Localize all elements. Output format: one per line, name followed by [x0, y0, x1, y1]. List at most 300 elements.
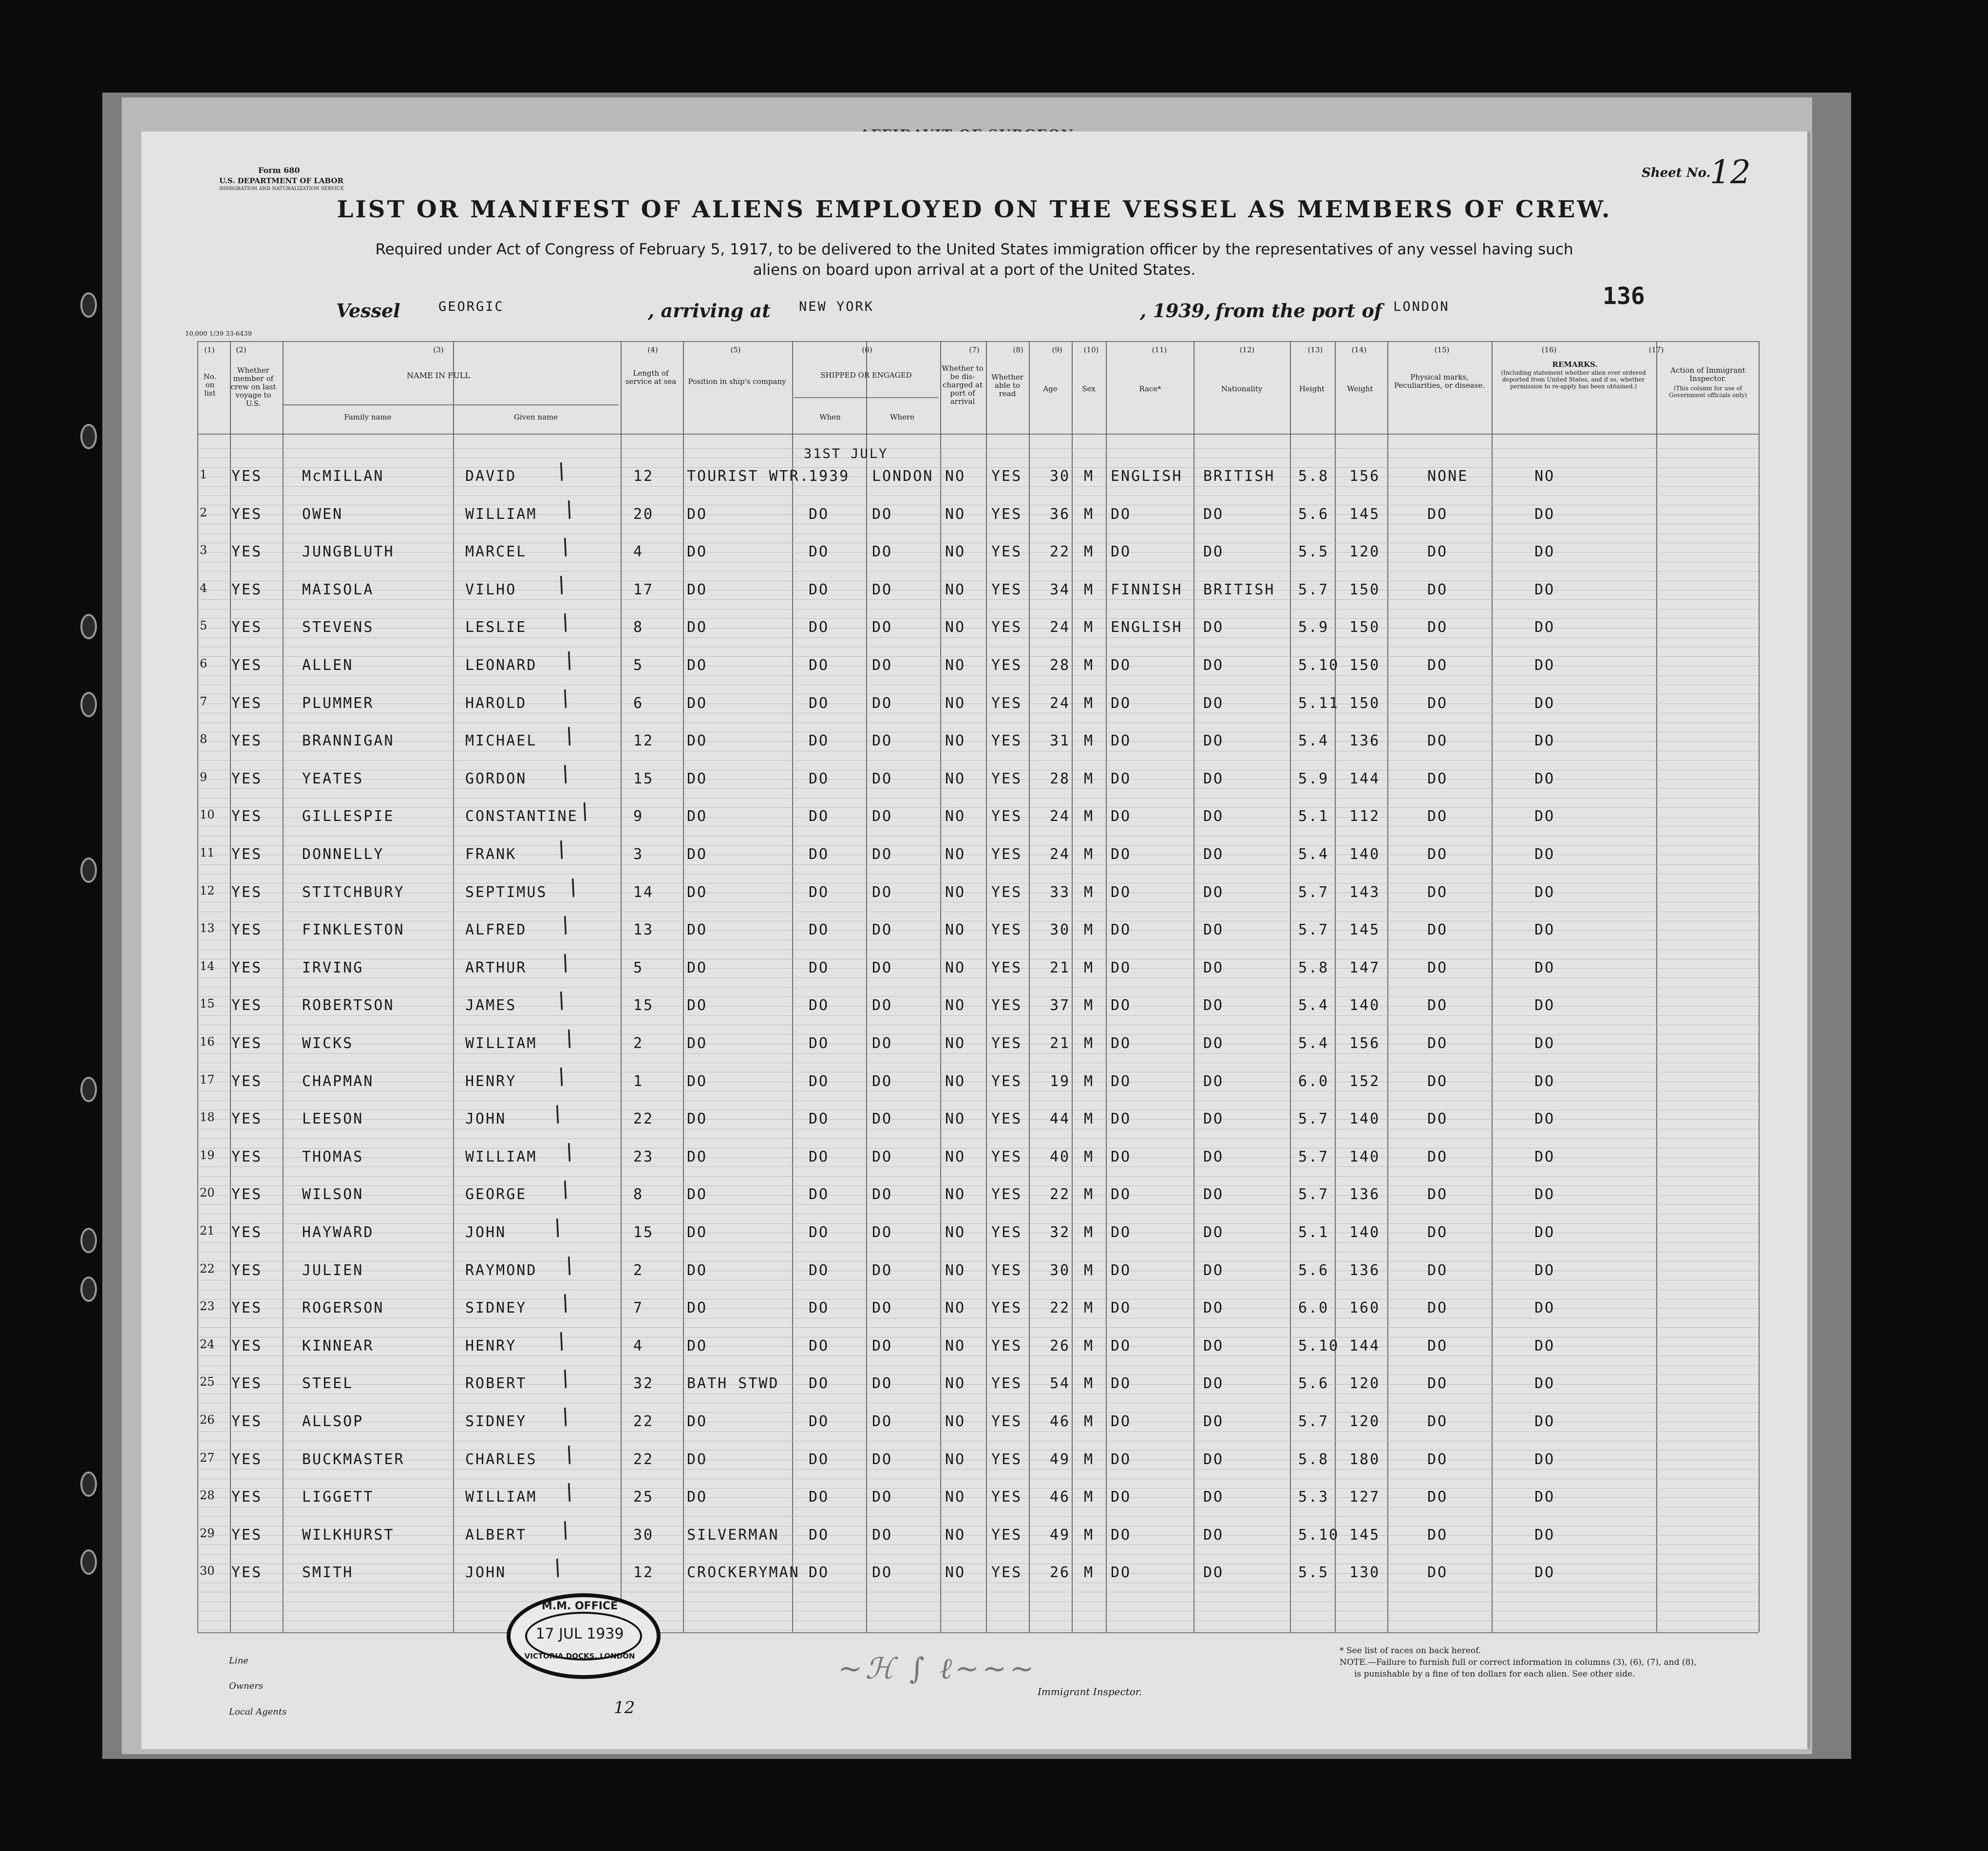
cell-position: DO: [687, 1450, 708, 1468]
cell-position: DO: [687, 1337, 708, 1355]
cell-where: DO: [872, 581, 893, 598]
cell-service: 22: [633, 1450, 654, 1468]
col-num-9: (9): [1052, 345, 1062, 354]
cell-position: DO: [687, 1186, 708, 1203]
cell-service: 7: [633, 1299, 644, 1317]
races-note: * See list of races on back hereof.: [1340, 1646, 1481, 1656]
cell-family: DONNELLY: [302, 846, 384, 863]
cell-discharged: NO: [945, 1450, 966, 1468]
cell-position: DO: [687, 1261, 708, 1279]
cell-height: 5.7: [1298, 1148, 1329, 1165]
ruled-line: [197, 798, 1759, 799]
cell-nationality: BRITISH: [1203, 581, 1275, 598]
binder-hole: [80, 692, 97, 717]
col-height: Height: [1299, 384, 1325, 393]
col-num-7: (7): [969, 345, 980, 354]
column-divider: [1106, 341, 1107, 1632]
cell-when: DO: [809, 921, 830, 939]
cell-discharged: NO: [945, 1186, 966, 1203]
cell-prev: YES: [231, 581, 263, 598]
cell-age: 28: [1050, 657, 1071, 674]
cell-given: SEPTIMUS: [465, 883, 548, 901]
cell-service: 12: [633, 732, 654, 750]
inspector-label: Immigrant Inspector.: [1038, 1686, 1142, 1698]
binder-hole: [80, 424, 97, 449]
cell-when: 1939: [809, 468, 850, 485]
cell-age: 22: [1050, 543, 1071, 561]
cell-family: WILKHURST: [302, 1526, 395, 1544]
shipped-date-header: 31ST JULY: [804, 446, 889, 461]
cell-where: DO: [872, 1299, 893, 1317]
arrival-port: NEW YORK: [799, 299, 874, 314]
cell-when: DO: [809, 1337, 830, 1355]
cell-prev: YES: [231, 1526, 263, 1544]
cell-read: YES: [991, 1148, 1022, 1165]
cell-age: 24: [1050, 808, 1071, 825]
cell-no: 14: [200, 959, 215, 973]
cell-marks: NONE: [1427, 468, 1469, 485]
cell-prev: YES: [231, 694, 263, 712]
cell-prev: YES: [231, 959, 263, 976]
col-num-17: (17): [1648, 345, 1664, 354]
cell-race: DO: [1111, 505, 1132, 523]
cell-sex: M: [1084, 1072, 1095, 1090]
handwritten-check-mark: /: [557, 912, 573, 938]
cell-service: 15: [633, 1224, 654, 1241]
cell-remarks: DO: [1534, 581, 1555, 598]
cell-read: YES: [991, 1261, 1022, 1279]
ruled-line: [197, 1176, 1759, 1177]
cell-position: DO: [687, 1148, 708, 1165]
cell-position: DO: [687, 921, 708, 939]
cell-marks: DO: [1427, 1413, 1448, 1430]
cell-where: DO: [872, 1110, 893, 1128]
cell-discharged: NO: [945, 657, 966, 674]
cell-race: DO: [1111, 1035, 1132, 1052]
cell-race: DO: [1111, 1299, 1132, 1317]
ruled-line: [197, 571, 1759, 572]
cell-marks: DO: [1427, 505, 1448, 523]
cell-sex: M: [1084, 1413, 1095, 1430]
cell-prev: YES: [231, 1148, 263, 1165]
cell-when: DO: [809, 1299, 830, 1317]
cell-given: ROBERT: [465, 1375, 527, 1393]
cell-service: 9: [633, 808, 644, 825]
cell-prev: YES: [231, 657, 263, 674]
cell-position: SILVERMAN: [687, 1526, 779, 1544]
cell-remarks: DO: [1534, 1224, 1555, 1241]
cell-sex: M: [1084, 1450, 1095, 1468]
cell-prev: YES: [231, 997, 263, 1014]
cell-read: YES: [991, 1110, 1022, 1128]
handwritten-check-mark: /: [561, 1441, 577, 1468]
cell-race: DO: [1111, 1450, 1132, 1468]
cell-prev: YES: [231, 1110, 263, 1128]
ruled-line: [197, 987, 1759, 988]
cell-nationality: DO: [1203, 770, 1224, 787]
col-list-number: No. on list: [203, 372, 217, 398]
cell-position: DO: [687, 1224, 708, 1241]
cell-weight: 136: [1349, 1261, 1381, 1279]
cell-sex: M: [1084, 997, 1095, 1014]
table-row: [141, 1101, 1807, 1135]
cell-height: 5.9: [1298, 619, 1329, 636]
table-row: [141, 950, 1807, 984]
cell-age: 49: [1050, 1450, 1071, 1468]
cell-read: YES: [991, 1072, 1022, 1090]
cell-when: DO: [809, 1110, 830, 1128]
cell-height: 5.6: [1298, 505, 1329, 523]
cell-where: DO: [872, 846, 893, 863]
col-num-6: (6): [862, 345, 872, 354]
cell-height: 6.0: [1298, 1299, 1329, 1317]
cell-sex: M: [1084, 657, 1095, 674]
cell-age: 26: [1050, 1337, 1071, 1355]
cell-nationality: BRITISH: [1203, 468, 1275, 485]
table-row: [141, 1404, 1807, 1437]
cell-weight: 150: [1349, 657, 1381, 674]
col-num-8: (8): [1013, 345, 1023, 354]
table-row: [141, 761, 1807, 795]
binder-hole: [80, 292, 97, 318]
cell-when: DO: [809, 1261, 830, 1279]
cell-height: 5.10: [1298, 1526, 1340, 1544]
col-num-13: (13): [1307, 345, 1323, 354]
cell-weight: 136: [1349, 1186, 1381, 1203]
local-agents-label: Local Agents: [229, 1707, 287, 1717]
cell-when: DO: [809, 808, 830, 825]
cell-weight: 143: [1349, 883, 1381, 901]
cell-height: 5.10: [1298, 657, 1340, 674]
cell-race: DO: [1111, 1186, 1132, 1203]
binder-hole: [80, 1277, 97, 1302]
col-num-16: (16): [1541, 345, 1557, 354]
cell-no: 2: [200, 505, 208, 519]
cell-nationality: DO: [1203, 997, 1224, 1014]
col-shipped-engaged: SHIPPED OR ENGAGED: [820, 371, 912, 380]
cell-read: YES: [991, 1299, 1022, 1317]
table-row: [141, 1290, 1807, 1324]
cell-height: 5.7: [1298, 883, 1329, 901]
cell-where: DO: [872, 657, 893, 674]
cell-no: 19: [200, 1148, 215, 1162]
cell-family: OWEN: [302, 505, 343, 523]
col-previous-voyage: Whether member of crew on last voyage to U.S.: [230, 366, 276, 408]
table-row: [141, 1215, 1807, 1248]
cell-nationality: DO: [1203, 921, 1224, 939]
cell-prev: YES: [231, 921, 263, 939]
cell-age: 37: [1050, 997, 1071, 1014]
cell-discharged: NO: [945, 1261, 966, 1279]
handwritten-check-mark: /: [557, 1290, 573, 1317]
cell-remarks: DO: [1534, 1261, 1555, 1279]
cell-given: LESLIE: [465, 619, 527, 636]
service-label: IMMIGRATION AND NATURALIZATION SERVICE: [219, 186, 344, 191]
cell-height: 5.7: [1298, 1110, 1329, 1128]
cell-no: 1: [200, 468, 208, 481]
cell-read: YES: [991, 581, 1022, 598]
col-name-in-full: NAME IN FULL: [407, 371, 470, 380]
cell-family: STITCHBURY: [302, 883, 405, 901]
table-row: [141, 1177, 1807, 1210]
cell-discharged: NO: [945, 1148, 966, 1165]
cell-marks: DO: [1427, 1450, 1448, 1468]
cell-service: 5: [633, 959, 644, 976]
cell-service: 8: [633, 1186, 644, 1203]
cell-race: FINNISH: [1111, 581, 1183, 598]
cell-family: GILLESPIE: [302, 808, 395, 825]
cell-marks: DO: [1427, 1148, 1448, 1165]
cell-sex: M: [1084, 959, 1095, 976]
cell-no: 7: [200, 694, 208, 708]
stamp-place: VICTORIA DOCKS, LONDON: [524, 1652, 635, 1660]
cell-race: DO: [1111, 808, 1132, 825]
cell-when: DO: [809, 657, 830, 674]
cell-given: WILLIAM: [465, 1148, 537, 1165]
handwritten-check-mark: /: [553, 458, 569, 484]
cell-when: DO: [809, 1186, 830, 1203]
handwritten-check-mark: /: [553, 837, 569, 862]
cell-height: 5.7: [1298, 581, 1329, 598]
cell-when: DO: [809, 1375, 830, 1393]
cell-read: YES: [991, 1413, 1022, 1430]
cell-age: 30: [1050, 468, 1071, 485]
cell-prev: YES: [231, 1224, 263, 1241]
cell-nationality: DO: [1203, 1110, 1224, 1128]
sheet-label: Sheet No.: [1642, 166, 1711, 180]
cell-nationality: DO: [1203, 1488, 1224, 1506]
cell-read: YES: [991, 770, 1022, 787]
cell-family: WILSON: [302, 1186, 364, 1203]
col-num-14: (14): [1351, 345, 1367, 354]
cell-discharged: NO: [945, 883, 966, 901]
col-given-name: Given name: [513, 413, 558, 421]
cell-service: 12: [633, 468, 654, 485]
col-num-12: (12): [1239, 345, 1255, 354]
cell-read: YES: [991, 732, 1022, 750]
cell-weight: 156: [1349, 1035, 1381, 1052]
cell-age: 46: [1050, 1488, 1071, 1506]
cell-family: ROBERTSON: [302, 997, 395, 1014]
table-row: [141, 458, 1807, 492]
cell-weight: 145: [1349, 505, 1381, 523]
print-code: 10,000 1/39 33-6439: [185, 330, 252, 338]
cell-remarks: DO: [1534, 1110, 1555, 1128]
cell-discharged: NO: [945, 1299, 966, 1317]
col-num-5: (5): [730, 345, 741, 354]
cell-sex: M: [1084, 1526, 1095, 1544]
handwritten-check-mark: /: [577, 799, 593, 825]
cell-marks: DO: [1427, 921, 1448, 939]
cell-where: DO: [872, 1072, 893, 1090]
col-inspector-note: (This column for use of Government officials only): [1668, 385, 1747, 399]
cell-read: YES: [991, 468, 1022, 485]
cell-discharged: NO: [945, 1564, 966, 1582]
cell-family: JUNGBLUTH: [302, 543, 395, 561]
cell-when: DO: [809, 694, 830, 712]
cell-age: 34: [1050, 581, 1071, 598]
cell-age: 24: [1050, 619, 1071, 636]
cell-when: DO: [809, 770, 830, 787]
cell-prev: YES: [231, 1375, 263, 1393]
cell-sex: M: [1084, 1299, 1095, 1317]
cell-nationality: DO: [1203, 1035, 1224, 1052]
table-row: [141, 1366, 1807, 1399]
cell-no: 28: [200, 1488, 215, 1503]
ruled-line: [197, 949, 1759, 950]
cell-discharged: NO: [945, 1488, 966, 1506]
handwritten-check-mark: /: [561, 723, 577, 749]
cell-weight: 136: [1349, 732, 1381, 750]
cell-sex: M: [1084, 808, 1095, 825]
arriving-label: , arriving at: [648, 300, 771, 322]
inspector-signature: ~ℋ ∫ ℓ~~~: [838, 1652, 1037, 1686]
cell-position: DO: [687, 883, 708, 901]
cell-when: DO: [809, 505, 830, 523]
cell-position: BATH STWD: [687, 1375, 779, 1393]
table-row: [141, 1441, 1807, 1475]
cell-position: DO: [687, 657, 708, 674]
cell-height: 5.8: [1298, 468, 1329, 485]
cell-no: 26: [200, 1413, 215, 1427]
ruled-line: [197, 609, 1759, 610]
cell-prev: YES: [231, 1337, 263, 1355]
cell-marks: DO: [1427, 1072, 1448, 1090]
ruled-line: [197, 1554, 1759, 1555]
cell-discharged: NO: [945, 1375, 966, 1393]
cell-marks: DO: [1427, 1224, 1448, 1241]
cell-remarks: DO: [1534, 997, 1555, 1014]
table-row: [141, 648, 1807, 681]
cell-nationality: DO: [1203, 1526, 1224, 1544]
cell-sex: M: [1084, 1488, 1095, 1506]
cell-family: THOMAS: [302, 1148, 364, 1165]
cell-discharged: NO: [945, 1072, 966, 1090]
table-header-bottom-border: [197, 434, 1759, 435]
cell-where: DO: [872, 921, 893, 939]
cell-read: YES: [991, 883, 1022, 901]
cell-prev: YES: [231, 770, 263, 787]
departure-port: LONDON: [1393, 299, 1450, 314]
binder-hole: [80, 1549, 97, 1575]
cell-remarks: DO: [1534, 808, 1555, 825]
cell-position: DO: [687, 959, 708, 976]
cell-discharged: NO: [945, 543, 966, 561]
cell-weight: 140: [1349, 846, 1381, 863]
cell-remarks: DO: [1534, 1375, 1555, 1393]
cell-weight: 145: [1349, 921, 1381, 939]
cell-given: SIDNEY: [465, 1413, 527, 1430]
handwritten-check-mark: /: [561, 1026, 577, 1051]
cell-age: 40: [1050, 1148, 1071, 1165]
cell-age: 22: [1050, 1186, 1071, 1203]
cell-where: DO: [872, 505, 893, 523]
cell-position: DO: [687, 997, 708, 1014]
cell-family: YEATES: [302, 770, 364, 787]
cell-when: DO: [809, 997, 830, 1014]
column-divider: [940, 341, 941, 1632]
cell-weight: 140: [1349, 1110, 1381, 1128]
cell-sex: M: [1084, 883, 1095, 901]
cell-given: JAMES: [465, 997, 517, 1014]
cell-height: 5.4: [1298, 846, 1329, 863]
cell-nationality: DO: [1203, 1375, 1224, 1393]
cell-position: DO: [687, 1110, 708, 1128]
cell-marks: DO: [1427, 581, 1448, 598]
cell-height: 5.5: [1298, 1564, 1329, 1582]
cell-height: 5.7: [1298, 1413, 1329, 1430]
cell-service: 1: [633, 1072, 644, 1090]
cell-prev: YES: [231, 1261, 263, 1279]
cell-no: 10: [200, 808, 215, 822]
cell-discharged: NO: [945, 1337, 966, 1355]
table-row: [141, 1328, 1807, 1362]
cell-age: 21: [1050, 1035, 1071, 1052]
name-subheader-line: [283, 404, 619, 405]
cell-sex: M: [1084, 581, 1095, 598]
cell-weight: 160: [1349, 1299, 1381, 1317]
cell-marks: DO: [1427, 808, 1448, 825]
subtitle-line-2: aliens on board upon arrival at a port of the United States.: [753, 261, 1196, 279]
table-row: [141, 874, 1807, 908]
cell-position: DO: [687, 846, 708, 863]
cell-no: 23: [200, 1299, 215, 1314]
cell-prev: YES: [231, 505, 263, 523]
cell-position: DO: [687, 619, 708, 636]
cell-where: DO: [872, 959, 893, 976]
cell-no: 20: [200, 1186, 215, 1200]
cell-discharged: NO: [945, 505, 966, 523]
cell-given: ARTHUR: [465, 959, 527, 976]
cell-weight: 120: [1349, 1375, 1381, 1393]
column-divider: [866, 341, 867, 1632]
cell-prev: YES: [231, 468, 263, 485]
table-row: [141, 1555, 1807, 1588]
cell-where: DO: [872, 1375, 893, 1393]
cell-weight: 147: [1349, 959, 1381, 976]
cell-service: 12: [633, 1564, 654, 1582]
cell-where: DO: [872, 1450, 893, 1468]
cell-read: YES: [991, 1337, 1022, 1355]
penalty-note-line-2: is punishable by a fine of ten dollars for each alien. See other side.: [1354, 1669, 1635, 1679]
cell-where: DO: [872, 770, 893, 787]
col-num-15: (15): [1434, 345, 1450, 354]
cell-remarks: DO: [1534, 505, 1555, 523]
cell-discharged: NO: [945, 1035, 966, 1052]
cell-where: DO: [872, 1526, 893, 1544]
cell-service: 25: [633, 1488, 654, 1506]
cell-prev: YES: [231, 1564, 263, 1582]
cell-weight: 140: [1349, 1148, 1381, 1165]
col-sex: Sex: [1082, 384, 1096, 393]
cell-race: DO: [1111, 1224, 1132, 1241]
cell-read: YES: [991, 1488, 1022, 1506]
cell-position: DO: [687, 1035, 708, 1052]
cell-discharged: NO: [945, 846, 966, 863]
cell-given: GEORGE: [465, 1186, 527, 1203]
cell-height: 5.8: [1298, 959, 1329, 976]
col-age: Age: [1043, 384, 1058, 393]
cell-family: JULIEN: [302, 1261, 364, 1279]
cell-when: DO: [809, 1526, 830, 1544]
cell-given: FRANK: [465, 846, 517, 863]
handwritten-check-mark: /: [561, 648, 577, 673]
cell-family: IRVING: [302, 959, 364, 976]
cell-read: YES: [991, 543, 1022, 561]
column-divider: [1290, 341, 1291, 1632]
cell-discharged: NO: [945, 921, 966, 939]
cell-remarks: DO: [1534, 1413, 1555, 1430]
